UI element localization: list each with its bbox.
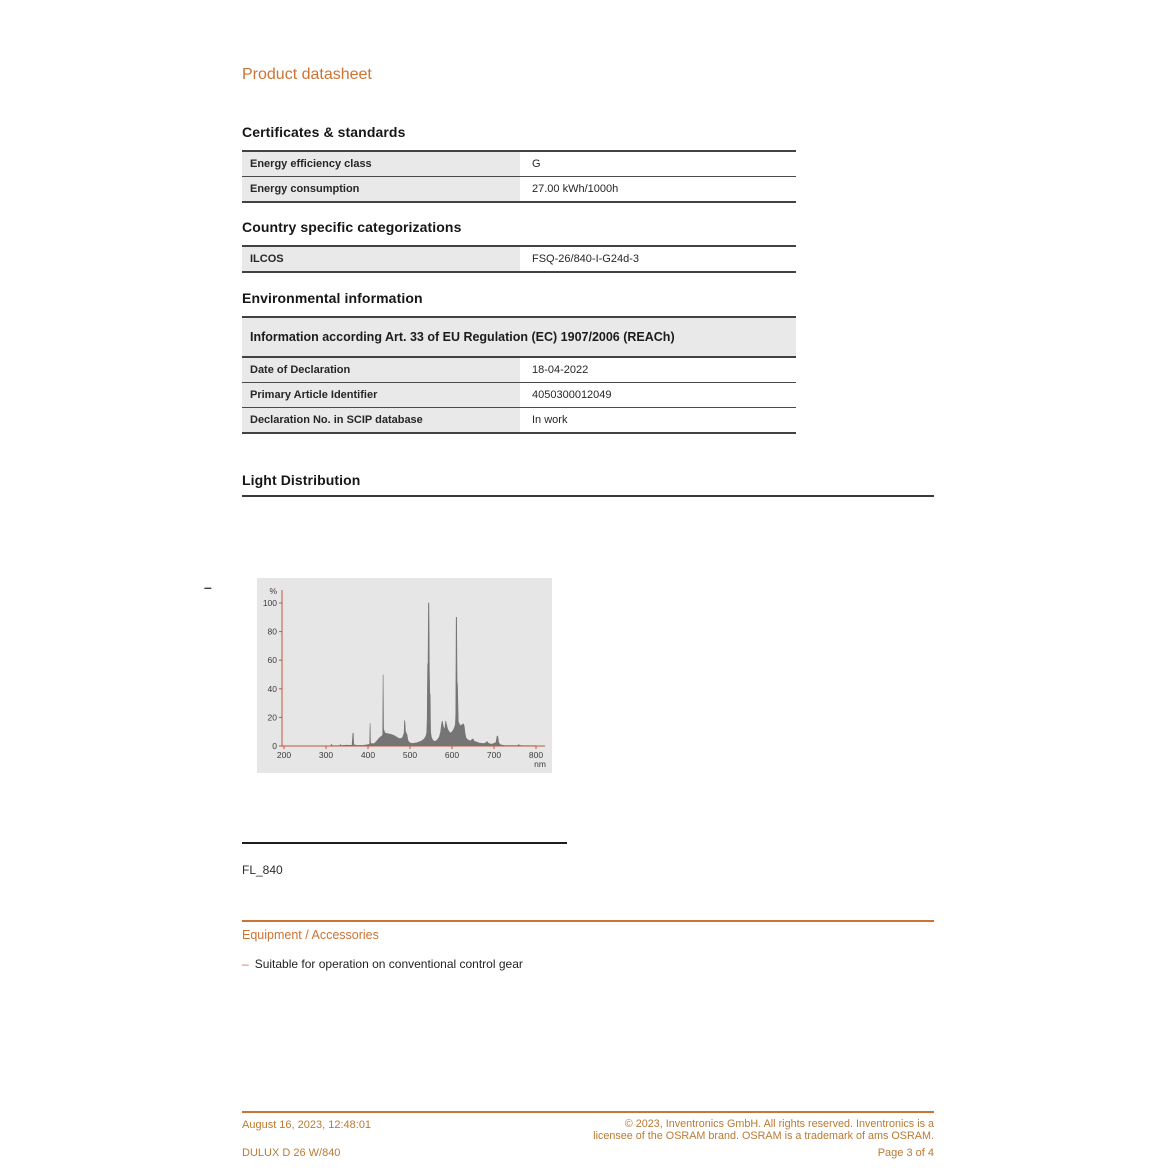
table-row	[242, 177, 796, 201]
row-label: Primary Article Identifier	[242, 383, 522, 407]
table-row	[242, 152, 796, 177]
row-label: Energy consumption	[242, 177, 522, 201]
svg-text:80: 80	[267, 626, 277, 637]
chart-caption: FL_840	[242, 863, 283, 877]
svg-text:20: 20	[267, 712, 277, 723]
section-heading-environmental: Environmental information	[242, 290, 423, 306]
row-label: Declaration No. in SCIP database	[242, 408, 522, 432]
country-table	[242, 245, 796, 273]
row-value: FSQ-26/840-I-G24d-3	[532, 253, 639, 265]
table-row	[242, 408, 796, 432]
reach-table-header: Information according Art. 33 of EU Regulation (EC) 1907/2006 (REACh)	[242, 318, 796, 358]
page-title: Product datasheet	[242, 66, 372, 83]
svg-text:100: 100	[262, 598, 277, 608]
section-heading-certificates: Certificates & standards	[242, 124, 406, 140]
reach-table	[242, 316, 796, 434]
section-heading-country: Country specific categorizations	[242, 219, 462, 235]
table-row	[242, 358, 796, 383]
row-label: Energy efficiency class	[242, 152, 522, 176]
svg-text:500: 500	[402, 750, 418, 760]
footer-copyright-line1: © 2023, Inventronics GmbH. All rights reserved. Inventronics is a	[624, 1118, 934, 1130]
row-value: 27.00 kWh/1000h	[532, 183, 619, 195]
divider-light-distribution	[242, 495, 934, 497]
equipment-item	[242, 957, 523, 971]
footer-copyright-line2: licensee of the OSRAM brand. OSRAM is a trademark of ams OSRAM.	[593, 1130, 934, 1142]
table-row	[242, 247, 796, 271]
row-value: In work	[532, 414, 568, 426]
section-heading-light-distribution: Light Distribution	[242, 472, 361, 488]
equipment-item-text: Suitable for operation on conventional control gear	[254, 957, 523, 971]
divider-equipment	[242, 920, 934, 922]
svg-text:400: 400	[360, 750, 376, 760]
row-value: 18-04-2022	[532, 364, 589, 376]
row-value: 4050300012049	[532, 389, 612, 401]
svg-text:200: 200	[276, 750, 292, 760]
footer-divider	[242, 1111, 934, 1113]
list-dash: –	[204, 579, 212, 595]
footer-timestamp: August 16, 2023, 12:48:01	[242, 1119, 372, 1131]
svg-text:60: 60	[267, 655, 277, 666]
footer-page-number: Page 3 of 4	[877, 1147, 934, 1159]
spectrum-svg	[257, 578, 552, 773]
footer-copyright	[514, 1118, 934, 1142]
row-label: ILCOS	[242, 247, 522, 271]
certificates-table	[242, 150, 796, 203]
reach-table-rows	[242, 358, 796, 432]
svg-text:600: 600	[444, 750, 460, 760]
svg-text:40: 40	[267, 683, 277, 694]
table-row	[242, 383, 796, 408]
svg-text:800: 800	[528, 750, 544, 760]
bullet-dash: –	[242, 957, 249, 971]
svg-text:0: 0	[272, 741, 277, 751]
section-heading-equipment: Equipment / Accessories	[242, 928, 379, 942]
svg-text:nm: nm	[534, 759, 546, 769]
row-value: G	[532, 158, 541, 170]
spectral-distribution-chart	[257, 578, 552, 773]
svg-text:%: %	[269, 586, 277, 596]
chart-underline	[242, 842, 567, 844]
row-label: Date of Declaration	[242, 358, 522, 382]
svg-text:700: 700	[486, 750, 502, 760]
svg-text:300: 300	[318, 750, 334, 760]
footer-product-name: DULUX D 26 W/840	[242, 1147, 341, 1159]
